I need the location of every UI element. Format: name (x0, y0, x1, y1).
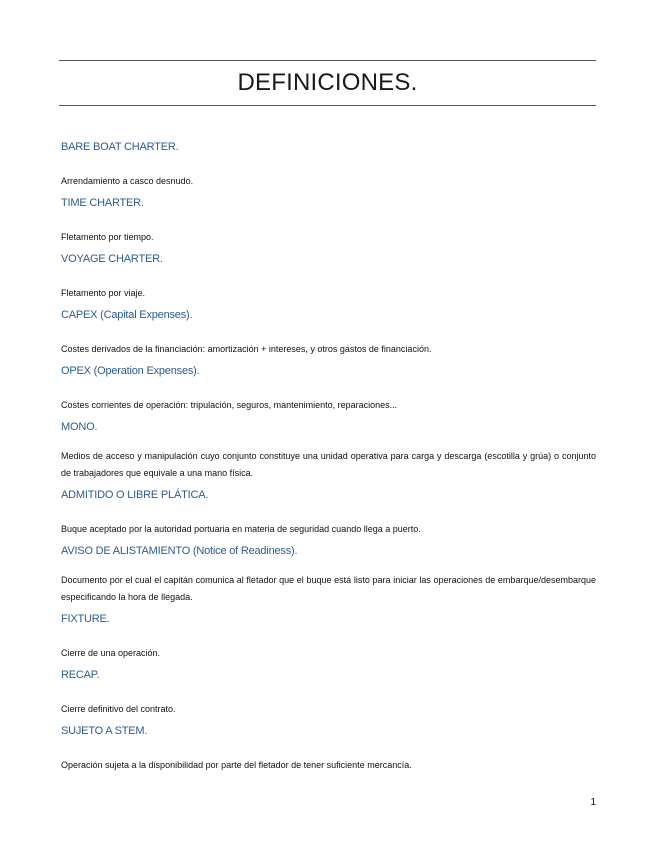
definition-text: Cierre de una operación. (61, 648, 161, 658)
definition-entry (61, 724, 596, 774)
definition-text: Medios de acceso y manipulación cuyo conjunto constituye una unidad operativa para carga y descarga (escotilla y grúa) o conjunto de trabajadores que equivale a una mano física. (61, 451, 596, 478)
definition-entry (61, 612, 596, 662)
definition-term: RECAP. (61, 669, 100, 681)
title-block (59, 60, 596, 106)
definition-text: Costes derivados de la financiación: amortización + intereses, y otros gastos de financiación. (61, 344, 432, 354)
definition-text: Costes corrientes de operación: tripulación, seguros, mantenimiento, reparaciones... (61, 400, 398, 410)
definition-term: AVISO DE ALISTAMIENTO (Notice of Readiness). (61, 545, 298, 557)
definition-term: MONO. (61, 421, 98, 433)
definitions-list (61, 140, 596, 774)
definition-entry (61, 308, 596, 358)
definition-text: Arrendamiento a casco desnudo. (61, 176, 194, 186)
definition-text: Buque aceptado por la autoridad portuaria en materia de seguridad cuando llega a puerto. (61, 524, 421, 534)
definition-term: BARE BOAT CHARTER. (61, 141, 179, 153)
definition-text: Documento por el cual el capitán comunica al fletador que el buque está listo para iniciar las operaciones de embarque/desembarque especificando la hora de llegada. (61, 575, 596, 602)
definition-entry (61, 488, 596, 538)
definition-text: Cierre definitivo del contrato. (61, 704, 176, 714)
definition-term: OPEX (Operation Expenses). (61, 365, 200, 377)
definition-entry (61, 544, 596, 606)
definition-text: Fletamento por tiempo. (61, 232, 154, 242)
definition-entry (61, 420, 596, 482)
definition-entry (61, 252, 596, 302)
definition-entry (61, 668, 596, 718)
definition-text: Fletamento por viaje. (61, 288, 146, 298)
page-number: 1 (590, 797, 596, 808)
definition-term: CAPEX (Capital Expenses). (61, 309, 193, 321)
definition-entry (61, 364, 596, 414)
definition-entry (61, 140, 596, 190)
definition-term: SUJETO A STEM. (61, 725, 148, 737)
definition-term: VOYAGE CHARTER. (61, 253, 163, 265)
definition-term: TIME CHARTER. (61, 197, 144, 209)
definition-entry (61, 196, 596, 246)
definition-term: FIXTURE. (61, 613, 110, 625)
definition-text: Operación sujeta a la disponibilidad por parte del fletador de tener suficiente mercancía. (61, 760, 412, 770)
definition-term: ADMITIDO O LIBRE PLÁTICA. (61, 489, 209, 501)
page-title: DEFINICIONES. (237, 69, 418, 96)
